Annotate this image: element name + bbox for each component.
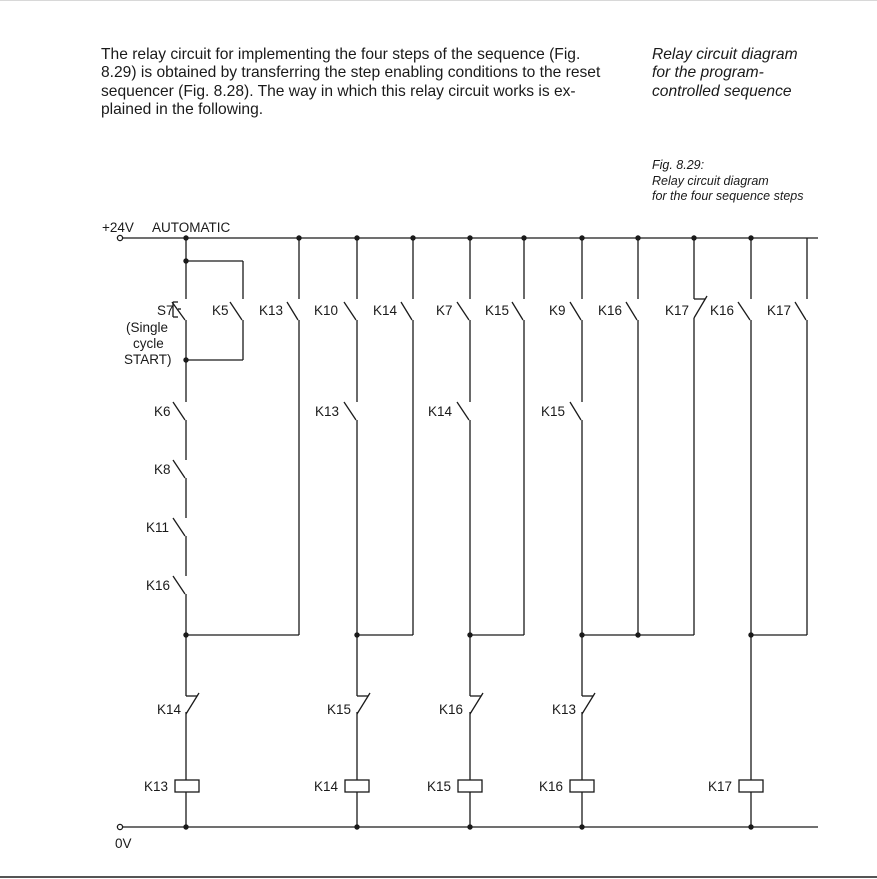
contact-label: K13: [259, 303, 284, 318]
no-contact-k16: [626, 302, 637, 320]
figure-caption-line: for the four sequence steps: [652, 189, 804, 203]
bottom-rule: [0, 876, 877, 878]
no-contact-k8: [173, 460, 185, 478]
figure-caption-line: Relay circuit diagram: [652, 173, 769, 188]
body-line: 8.29) is obtained by transferring the step enabling conditions to the reset: [101, 64, 601, 82]
coil-label: K17: [708, 779, 733, 794]
contact-label: K8: [154, 462, 171, 477]
contact-label: K17: [665, 303, 690, 318]
coil-label: K15: [427, 779, 452, 794]
supply-positive-label: +24V: [102, 220, 134, 235]
coil-label: K14: [314, 779, 339, 794]
coil-label: K16: [539, 779, 564, 794]
no-contact-k7: [457, 302, 469, 320]
supply-mode-label: AUTOMATIC: [152, 220, 231, 235]
contact-label: K15: [541, 404, 566, 419]
contact-label: K16: [710, 303, 735, 318]
start-button-desc: cycle: [133, 336, 164, 351]
contact-label: K11: [146, 520, 170, 535]
contact-label: K9: [549, 303, 566, 318]
nc-contact-label: K16: [439, 702, 464, 717]
no-contact-k14: [457, 402, 469, 420]
positive-terminal: [117, 235, 122, 240]
contact-label: K13: [315, 404, 340, 419]
margin-note-line: Relay circuit diagram: [652, 46, 798, 63]
no-contact-k17: [795, 302, 806, 320]
no-contact-k5: [230, 302, 242, 320]
contact-label: K17: [767, 303, 792, 318]
contact-label: K16: [146, 578, 171, 593]
zero-terminal: [117, 824, 122, 829]
coil-k16: [570, 780, 594, 792]
coil-k14: [345, 780, 369, 792]
start-button-desc: START): [124, 352, 172, 367]
coil-label: K13: [144, 779, 169, 794]
coil-k15: [458, 780, 482, 792]
coil-k13: [175, 780, 199, 792]
body-line: plained in the following.: [101, 101, 264, 119]
no-contact-k10: [344, 302, 356, 320]
no-contact-k15: [512, 302, 523, 320]
no-contact-k16-b: [738, 302, 750, 320]
start-button-desc: (Single: [126, 320, 169, 335]
contact-label: K6: [154, 404, 171, 419]
contact-label: K10: [314, 303, 339, 318]
body-line: The relay circuit for implementing the four steps of the sequence (Fig.: [101, 46, 581, 63]
no-contact-k11: [173, 518, 185, 536]
no-contact-k13: [344, 402, 356, 420]
margin-note-line: controlled sequence: [652, 82, 792, 100]
contact-label: K7: [436, 303, 453, 318]
contact-label: K14: [373, 303, 398, 318]
start-button-label: S7: [157, 303, 174, 318]
no-contact-k13: [287, 302, 298, 320]
nc-contact-label: K14: [157, 702, 182, 717]
no-contact-k6: [173, 402, 185, 420]
figure-number: Fig. 8.29:: [652, 158, 705, 172]
coil-k17: [739, 780, 763, 792]
no-contact-k14: [401, 302, 412, 320]
supply-zero-label: 0V: [115, 836, 132, 851]
no-contact-k16: [173, 576, 185, 594]
contact-label: K5: [212, 303, 229, 318]
no-contact-k15: [570, 402, 581, 420]
margin-note-line: for the program-: [652, 64, 764, 82]
contact-label: K16: [598, 303, 623, 318]
contact-label: K15: [485, 303, 510, 318]
body-line: sequencer (Fig. 8.28). The way in which this relay circuit works is ex-: [101, 82, 576, 100]
nc-contact-label: K13: [552, 702, 577, 717]
nc-contact-label: K15: [327, 702, 352, 717]
contact-label: K14: [428, 404, 453, 419]
no-contact-k9: [570, 302, 581, 320]
